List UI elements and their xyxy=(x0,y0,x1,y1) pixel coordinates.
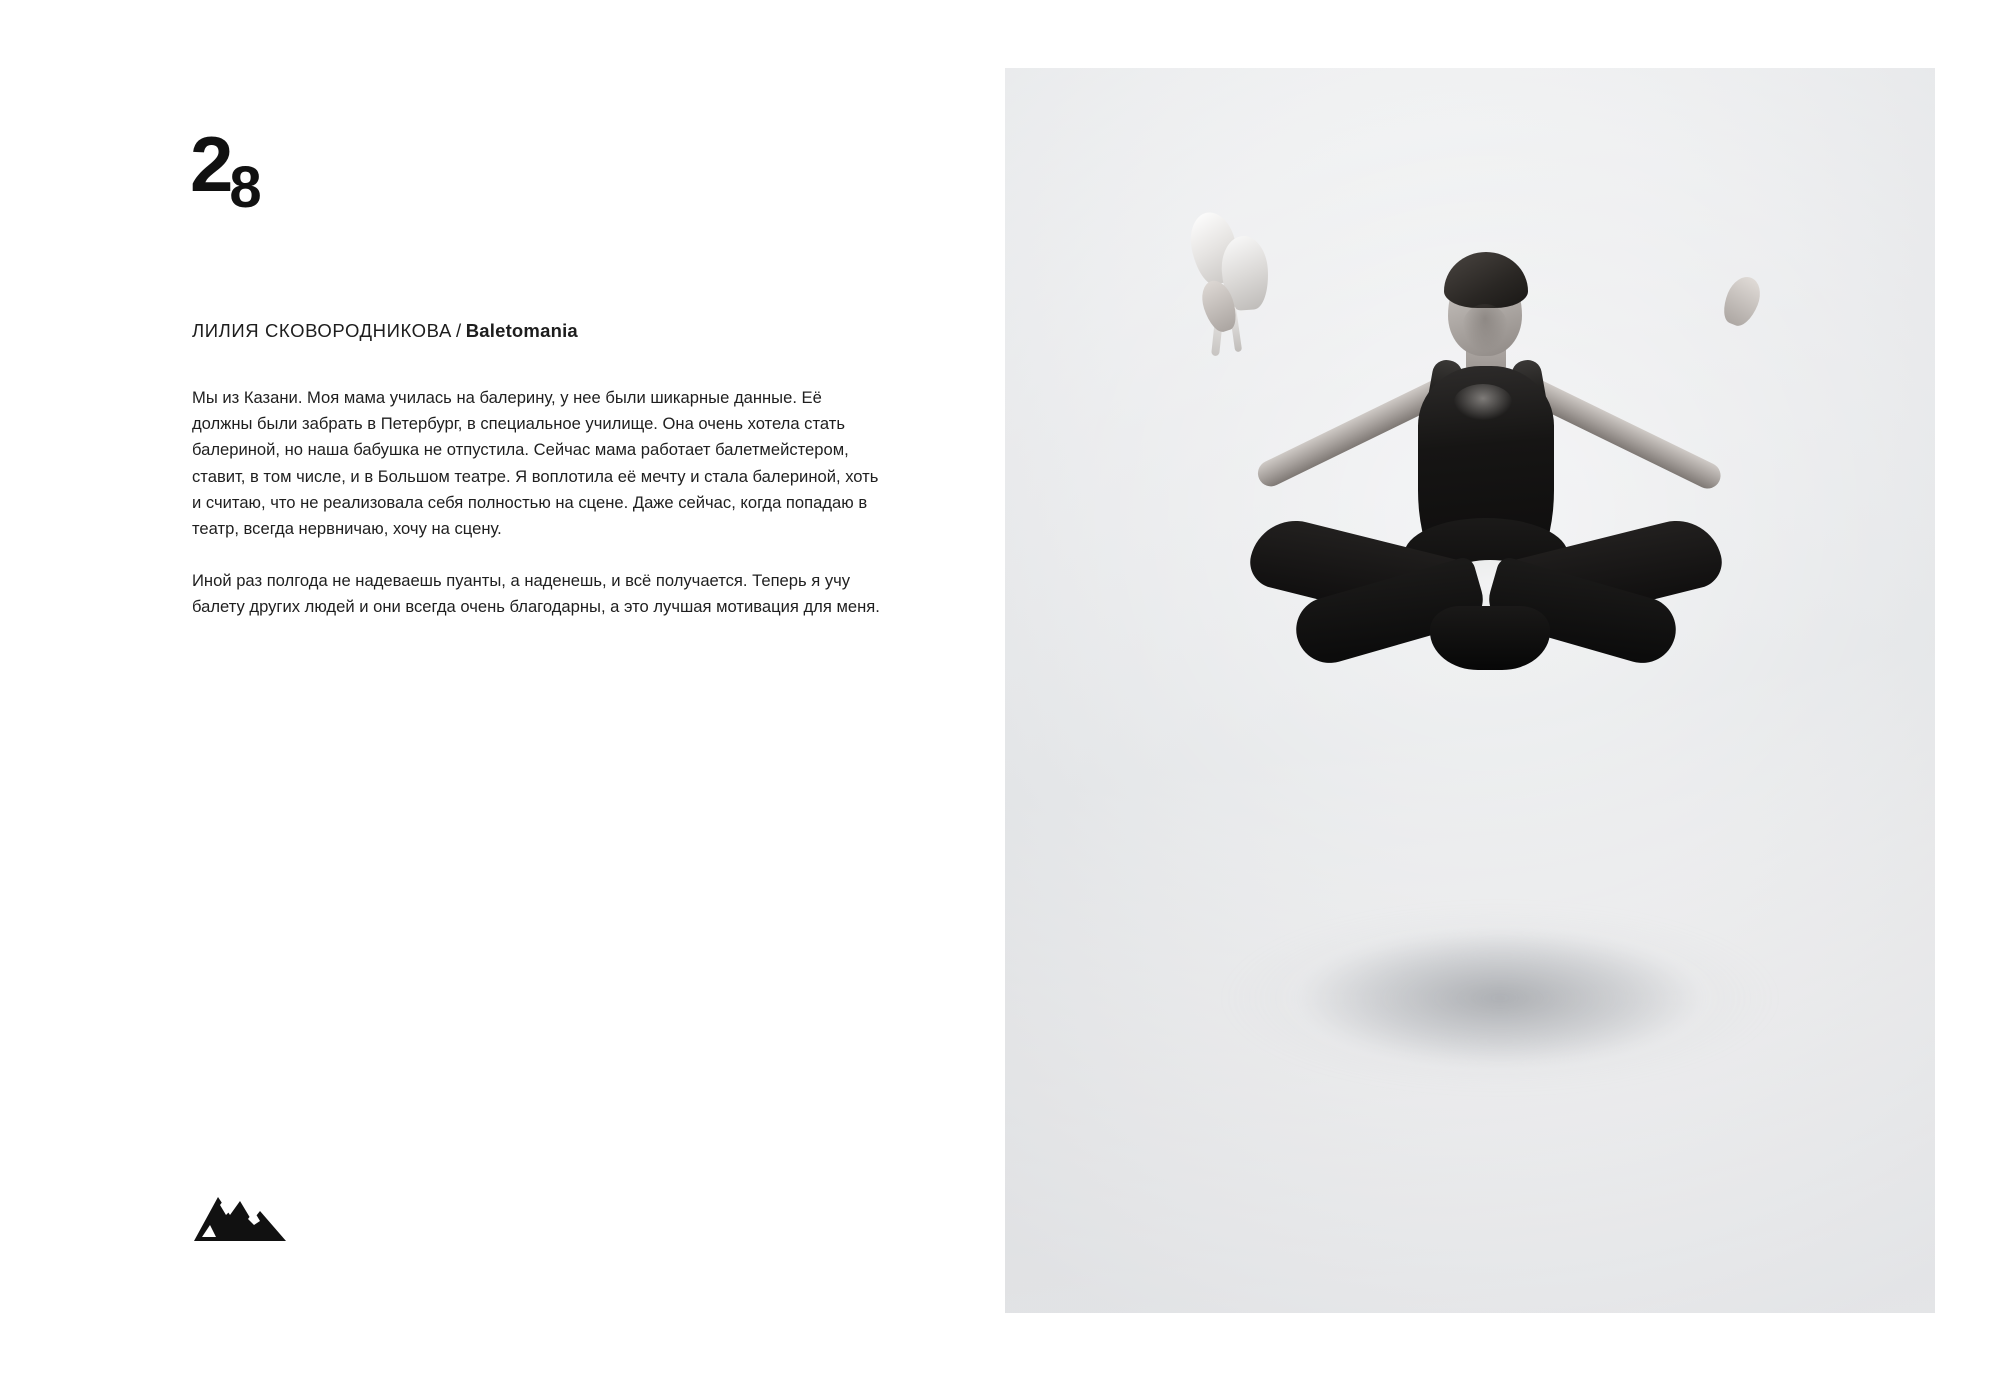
page-number-second-digit: 8 xyxy=(229,155,260,220)
dancer-figure xyxy=(1118,188,1838,808)
article-body xyxy=(192,385,882,621)
text-column xyxy=(190,0,890,1380)
project-title: Baletomania xyxy=(465,320,578,341)
floor-shadow xyxy=(1220,903,1780,1093)
hair-bun xyxy=(1444,252,1528,308)
right-hand xyxy=(1718,272,1766,330)
ballet-dancer-photo xyxy=(1005,68,1935,1313)
feet xyxy=(1430,606,1550,670)
article-paragraph-1: Мы из Казани. Моя мама училась на балерину, у нее были шикарные данные. Её должны были забрать в Петербург, в специальное училище. Она очень хотела стать балериной, но наша бабушка не отпустила. Сейчас мама работает балетмейстером, ставит, в том числе, и в Большом театре. Я воплотила её мечту и стала балериной, хоть и считаю, что не реализовала себя полностью на сцене. Даже сейчас, когда попадаю в театр, всегда нервничаю, хочу на сцену. xyxy=(192,388,879,539)
credit-separator: / xyxy=(455,320,462,341)
mountain-logo-icon xyxy=(190,1175,290,1245)
face-shading xyxy=(1462,304,1508,352)
credit-line xyxy=(192,320,578,342)
author-name: ЛИЛИЯ СКОВОРОДНИКОВА xyxy=(192,320,452,341)
page-number-first-digit: 2 xyxy=(190,120,232,208)
page-number xyxy=(190,120,262,220)
article-paragraph-2: Иной раз полгода не надеваешь пуанты, а наденешь, и всё получается. Теперь я учу балету других людей и они всегда очень благодарны, а это лучшая мотивация для меня. xyxy=(192,571,880,617)
chest-highlight xyxy=(1454,384,1512,420)
